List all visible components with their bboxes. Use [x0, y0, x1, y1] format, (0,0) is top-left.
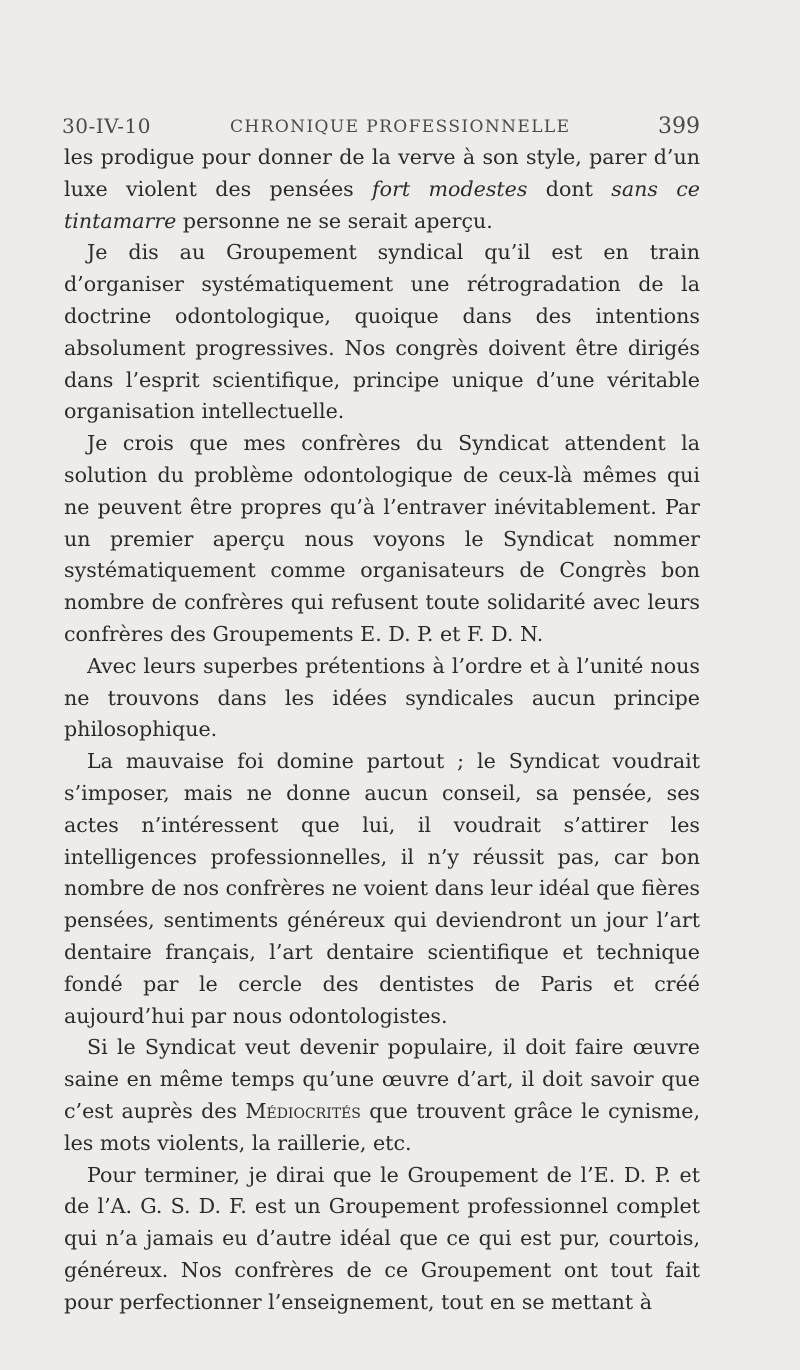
paragraph-6 — [64, 1032, 700, 1159]
paragraph-1-italic-a: fort modestes — [372, 176, 528, 201]
header-date: 30-IV-10 — [62, 114, 151, 138]
header-title: CHRONIQUE PROFESSIONNELLE — [230, 117, 571, 137]
paragraph-1 — [64, 142, 700, 237]
paragraph-6-smallcaps: Médiocrités — [245, 1098, 361, 1123]
paragraph-2: Je dis au Groupement syndical qu’il est en train d’organiser systématiquement une rétrogradation de la doctrine odontologique, quoique dans des intentions absolument progressives. Nos congrès doivent être dirigés dans l’esprit scientifique, principe unique d’une véritable organisation intellectuelle. — [64, 240, 700, 424]
paragraph-6-text-c: que trouvent grâce le cynisme, les mots violents, la raillerie, etc. — [64, 1098, 701, 1155]
paragraph-1-italic-d: sans ce tintamarre — [64, 176, 700, 233]
paragraph-1-text-e: personne ne se serait aperçu. — [176, 208, 493, 233]
paragraph-6-text-a: Si le Syndicat veut devenir populaire, il doit faire œuvre saine en même temps qu’une œuvre d’art, il doit savoir que c’est auprès des — [64, 1035, 700, 1123]
paragraph-1-text-a: les prodigue pour donner de la verve à son style, parer d’un luxe violent des pensées — [64, 145, 700, 201]
paragraph-7: Pour terminer, je dirai que le Groupement de l’E. D. P. et de l’A. G. S. D. F. est un Groupement professionnel complet qui n’a jamais eu d’autre idéal que ce qui est pur, courtois, généreux. Nos confrères de ce Groupement ont tout fait pour perfectionner l’enseignement, tout en se mettant à — [64, 1162, 700, 1314]
running-header — [62, 108, 702, 144]
paragraph-1-text-c: dont — [527, 176, 612, 201]
body-text — [64, 142, 700, 1318]
page-number: 399 — [658, 114, 700, 139]
paragraph-4: Avec leurs superbes prétentions à l’ordre et à l’unité nous ne trouvons dans les idées syndicales aucun principe philosophique. — [64, 653, 700, 742]
paragraph-3: Je crois que mes confrères du Syndicat attendent la solution du problème odontologique de ceux-là mêmes qui ne peuvent être propres qu’à l’entraver inévitablement. Par un premier aperçu nous voyons le Syndicat nommer systématiquement comme organisateurs de Congrès bon nombre de confrères qui refusent toute solidarité avec leurs confrères des Groupements E. D. P. et F. D. N. — [64, 431, 700, 646]
paragraph-5: La mauvaise foi domine partout ; le Syndicat voudrait s’imposer, mais ne donne aucun conseil, sa pensée, ses actes n’intéressent que lui, il voudrait s’attirer les intelligences professionnelles, il n’y réussit pas, car bon nombre de nos confrères ne voient dans leur idéal que fières pensées, sentiments généreux qui deviendront un jour l’art dentaire français, l’art dentaire scientifique et technique fondé par le cercle des dentistes de Paris et créé aujourd’hui par nous odontologistes. — [64, 749, 700, 1028]
